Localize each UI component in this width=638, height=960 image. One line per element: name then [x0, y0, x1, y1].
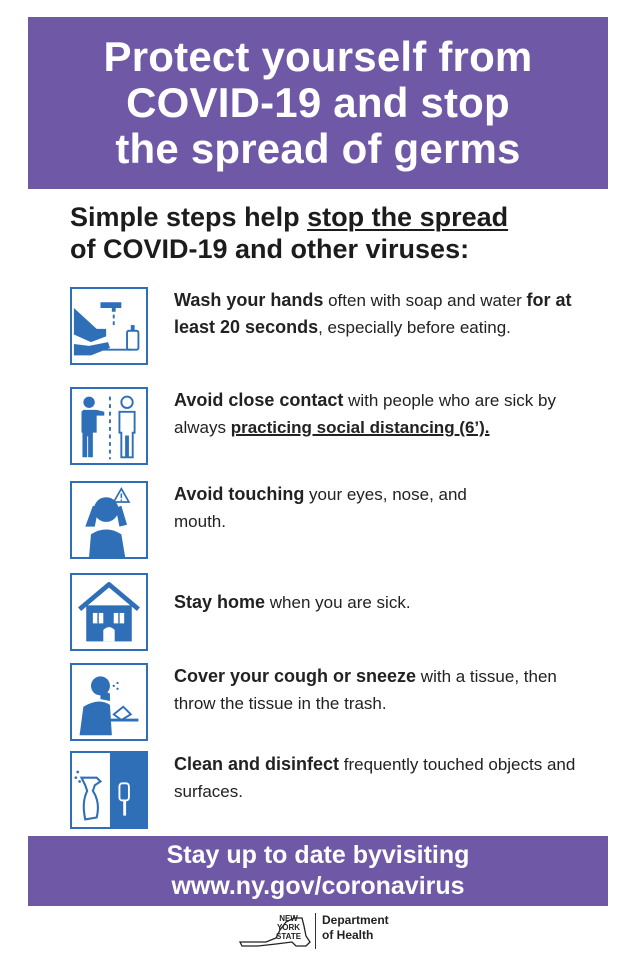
step-avoid-contact [70, 387, 590, 467]
footer-banner [28, 836, 608, 906]
footer-url[interactable]: www.ny.gov/coronavirus [171, 872, 465, 900]
header-line-3: the spread of germs [115, 125, 521, 172]
department-of-health-wordmark [322, 913, 389, 943]
house-icon [70, 573, 148, 651]
new-york-state-map-icon [236, 912, 314, 950]
nys-state-wordmark [276, 914, 301, 941]
disinfect-spray-icon [70, 751, 148, 829]
step-3-bold-1: Avoid touching [174, 484, 305, 504]
face-touch-warning-icon [70, 481, 148, 559]
intro-part-1: Simple steps help [70, 202, 308, 232]
step-2-bold-1: Avoid close contact [174, 390, 344, 410]
step-text-wash-hands [174, 287, 594, 341]
step-1-bold-2: for at least 20 seconds [174, 290, 572, 337]
intro-underlined: stop the spread [307, 202, 509, 232]
intro-heading [70, 201, 580, 265]
logo-divider [315, 913, 316, 949]
step-2-text-1: with people who are sick by always [174, 391, 556, 437]
step-3-text-1: your eyes, nose, and mouth. [174, 485, 467, 531]
step-avoid-touching [70, 481, 590, 561]
step-wash-hands [70, 287, 590, 367]
cough-tissue-icon [70, 663, 148, 741]
step-clean-disinfect [70, 751, 590, 831]
dept-line-1: Department [322, 913, 389, 927]
state-line-3: STATE [276, 932, 302, 941]
step-5-bold-1: Cover your cough or sneeze [174, 666, 417, 686]
step-text-clean-disinfect [174, 751, 594, 805]
step-2-text-2: (6’). [454, 418, 490, 437]
header-line-1: Protect yourself from [103, 33, 533, 80]
step-5-text-1: with a tissue, then throw the tissue in the trash. [174, 667, 557, 713]
header-line-2: COVID-19 and stop [126, 79, 510, 126]
step-text-avoid-touching [174, 481, 504, 535]
step-cover-cough [70, 663, 590, 743]
nys-doh-logo [236, 910, 406, 954]
state-line-1: NEW [279, 914, 298, 923]
footer-line-1: Stay up to date byvisiting [166, 841, 470, 869]
step-text-cover-cough [174, 663, 594, 717]
step-text-avoid-contact [174, 387, 594, 441]
step-text-stay-home [174, 589, 594, 616]
intro-part-2: of COVID-19 and other viruses: [70, 234, 470, 264]
handwashing-icon [70, 287, 148, 365]
social-distancing-icon [70, 387, 148, 465]
step-1-text-1: often with soap and water [323, 291, 527, 310]
step-6-text-1: frequently touched objects and surfaces. [174, 755, 576, 801]
step-1-text-2: , especially before eating. [318, 318, 511, 337]
step-2-underlined: practicing social distancing [230, 418, 455, 437]
step-1-bold-1: Wash your hands [174, 290, 324, 310]
dept-line-2: of Health [322, 928, 374, 942]
step-4-bold-1: Stay home [174, 592, 266, 612]
state-line-2: YORK [276, 923, 301, 932]
step-4-text-1: when you are sick. [265, 593, 411, 612]
step-stay-home [70, 573, 590, 653]
step-6-bold-1: Clean and disinfect [174, 754, 340, 774]
header-banner [28, 17, 608, 189]
